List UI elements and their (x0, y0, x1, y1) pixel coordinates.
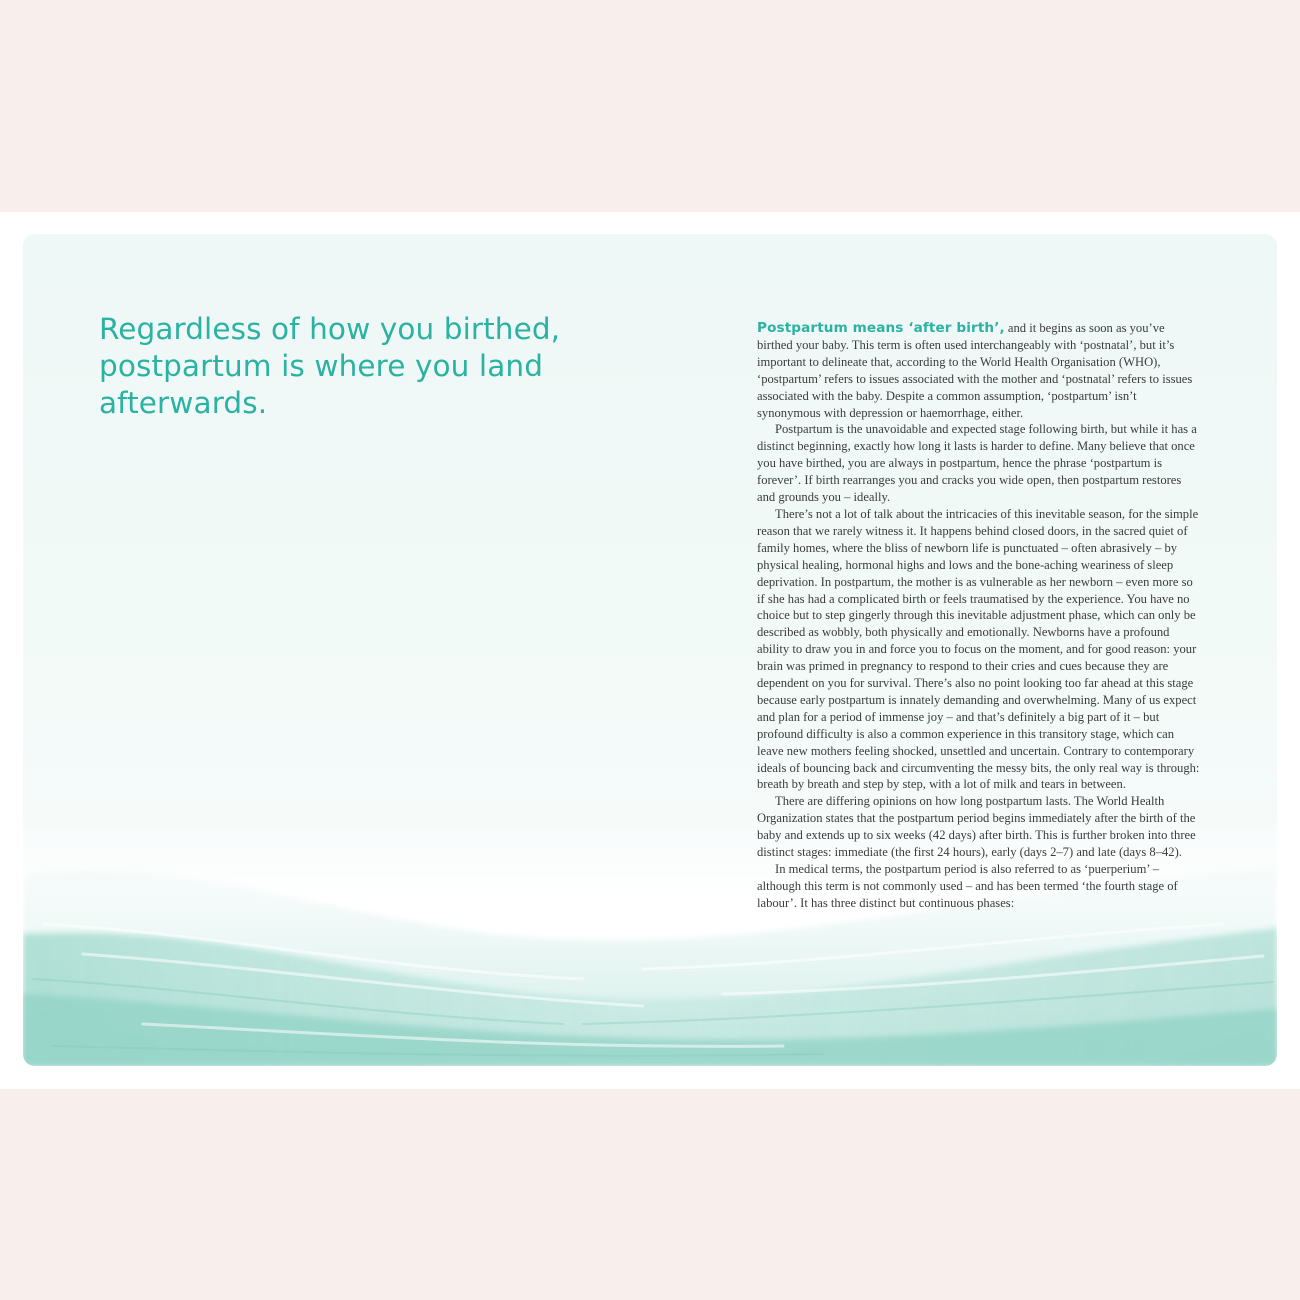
body-paragraph: In medical terms, the postpartum period is also referred to as ‘puerperium’ – although this term is not commonly used – and has been termed ‘the fourth stage of labour’. It has three distinct but continuous phases: (757, 862, 1178, 910)
book-spread (23, 234, 1277, 1066)
body-text-column (757, 320, 1201, 912)
lead-in-phrase: Postpartum means ‘after birth’, (757, 320, 1005, 336)
body-paragraph (757, 320, 1201, 421)
top-margin (0, 0, 1300, 212)
pull-quote-headline: Regardless of how you birthed, postpartum is where you land afterwards. (99, 312, 561, 420)
paragraph-text: and it begins as soon as you’ve birthed your baby. This term is often used interchangeably with ‘postnatal’, but it’s important to delineate that, according to the World Health Organisation (WHO), ‘postpartum’ refers to issues associated with the mother and ‘postnatal’ refers to issues associated with the baby. Despite a common assumption, ‘postpartum’ isn’t synonymous with depression or haemorrhage, either. (757, 321, 1193, 420)
body-paragraph: Postpartum is the unavoidable and expected stage following birth, but while it has a distinct beginning, exactly how long it lasts is harder to define. Many believe that once you have birthed, you are always in postpartum, hence the phrase ‘postpartum is forever’. If birth rearranges you and cracks you wide open, then postpartum restores and grounds you – ideally. (757, 422, 1197, 505)
bottom-margin (0, 1089, 1300, 1300)
body-paragraph: There’s not a lot of talk about the intricacies of this inevitable season, for the simple reason that we rarely witness it. It happens behind closed doors, in the sacred quiet of family homes, where the bliss of newborn life is punctuated – often abrasively – by physical healing, hormonal highs and lows and the bone-aching weariness of sleep deprivation. In postpartum, the mother is as vulnerable as her newborn – even more so if she has had a complicated birth or feels traumatised by the experience. You have no choice but to step gingerly through this inevitable adjustment phase, which can only be described as wobbly, both physically and emotionally. Newborns have a profound ability to draw you in and force you to focus on the moment, and for good reason: your brain was primed in pregnancy to respond to their cries and cues because they are dependent on you for survival. There’s also no point looking too far ahead at this stage because early postpartum is innately demanding and overwhelming. Many of us expect and plan for a period of immense joy – and that’s definitely a big part of it – but profound difficulty is also a common experience in this transitory stage, which can leave new mothers feeling shocked, unsettled and uncertain. Contrary to contemporary ideals of bouncing back and circumventing the messy bits, the only real way is through: breath by breath and step by step, with a lot of milk and tears in between. (757, 506, 1200, 792)
body-paragraph: There are differing opinions on how long postpartum lasts. The World Health Organization states that the postpartum period begins immediately after the birth of the baby and extends up to six weeks (42 days) after birth. This is further broken into three distinct stages: immediate (the first 24 hours), early (days 2–7) and late (days 8–42). (757, 794, 1196, 860)
